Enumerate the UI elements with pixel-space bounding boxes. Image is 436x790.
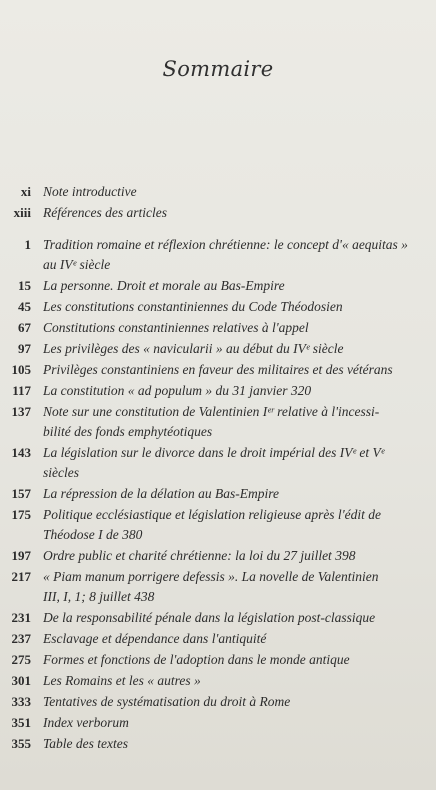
toc-title-line: Références des articles bbox=[43, 205, 167, 220]
toc-page-number: 275 bbox=[11, 652, 31, 667]
toc-title-line: Tradition romaine et réflexion chrétienne: le concept d'« aequitas » bbox=[43, 237, 408, 252]
toc-title-line: Les privilèges des « navicularii » au début du IVᵉ siècle bbox=[43, 341, 344, 356]
toc-page-number: 15 bbox=[18, 278, 31, 293]
toc-page-number: 137 bbox=[11, 404, 31, 419]
toc-title-line: Tentatives de systématisation du droit à Rome bbox=[43, 694, 291, 709]
toc-entry-title bbox=[43, 629, 429, 649]
toc-entry-title bbox=[43, 608, 429, 628]
toc-title-line: Table des textes bbox=[43, 736, 128, 751]
toc-title-line: Esclavage et dépendance dans l'antiquité bbox=[43, 631, 267, 646]
toc-title-line: La législation sur le divorce dans le droit impérial des IVᵉ et Vᵉ bbox=[43, 445, 385, 460]
toc-entry-title bbox=[43, 692, 429, 712]
toc-title-line: Formes et fonctions de l'adoption dans le monde antique bbox=[43, 652, 350, 667]
toc-entry bbox=[0, 484, 436, 505]
toc-page-number: 237 bbox=[11, 631, 31, 646]
toc-title-line: bilité des fonds emphytéotiques bbox=[43, 424, 213, 439]
toc-page-number: 45 bbox=[18, 299, 31, 314]
toc-entry-title bbox=[43, 235, 429, 275]
toc-title-line: La personne. Droit et morale au Bas-Empire bbox=[43, 278, 285, 293]
toc-entry bbox=[0, 443, 436, 484]
toc-entry-title bbox=[43, 297, 429, 317]
toc-title-line: Les Romains et les « autres » bbox=[43, 673, 201, 688]
toc-entry-title bbox=[43, 203, 429, 223]
toc-page-number: xi bbox=[20, 184, 31, 199]
toc-title-line: Constitutions constantiniennes relatives à l'appel bbox=[43, 320, 309, 335]
toc-title-line: Privilèges constantiniens en faveur des militaires et des vétérans bbox=[43, 362, 393, 377]
table-of-contents bbox=[0, 182, 436, 755]
toc-entry bbox=[0, 629, 436, 650]
toc-entry-title bbox=[43, 339, 429, 359]
toc-title-line: siècles bbox=[43, 465, 79, 480]
toc-title-line: La constitution « ad populum » du 31 janvier 320 bbox=[43, 383, 312, 398]
toc-entry bbox=[0, 182, 436, 203]
toc-page-number: 355 bbox=[11, 736, 31, 751]
toc-title-line: Politique ecclésiastique et législation religieuse après l'édit de bbox=[43, 507, 381, 522]
toc-entry-title bbox=[43, 381, 429, 401]
toc-entry-title bbox=[43, 713, 429, 733]
toc-entry-title bbox=[43, 567, 429, 607]
toc-entry-title bbox=[43, 650, 429, 670]
toc-page-number: 333 bbox=[11, 694, 31, 709]
toc-entry-title bbox=[43, 546, 429, 566]
toc-entry bbox=[0, 546, 436, 567]
front-matter-list bbox=[0, 182, 436, 224]
toc-entry-title bbox=[43, 182, 429, 202]
toc-entry bbox=[0, 692, 436, 713]
toc-entry bbox=[0, 297, 436, 318]
toc-entry bbox=[0, 505, 436, 546]
toc-title-line: au IVᵉ siècle bbox=[43, 257, 111, 272]
toc-entry-title bbox=[43, 318, 429, 338]
toc-page-number: 231 bbox=[11, 610, 31, 625]
toc-page-number: 105 bbox=[11, 362, 31, 377]
toc-title-line: Théodose I de 380 bbox=[43, 527, 143, 542]
toc-title-line: La répression de la délation au Bas-Empire bbox=[43, 486, 279, 501]
toc-entry bbox=[0, 608, 436, 629]
toc-title-line: « Piam manum porrigere defessis ». La novelle de Valentinien bbox=[43, 569, 379, 584]
toc-title-line: Ordre public et charité chrétienne: la loi du 27 juillet 398 bbox=[43, 548, 356, 563]
toc-page-number: 143 bbox=[11, 445, 31, 460]
chapter-list bbox=[0, 235, 436, 755]
toc-entry bbox=[0, 360, 436, 381]
toc-page-number: 197 bbox=[11, 548, 31, 563]
toc-entry bbox=[0, 339, 436, 360]
toc-title-line: Note introductive bbox=[43, 184, 137, 199]
toc-page-number: 97 bbox=[18, 341, 31, 356]
toc-title-line: III, I, 1; 8 juillet 438 bbox=[43, 589, 155, 604]
toc-entry bbox=[0, 318, 436, 339]
toc-entry-title bbox=[43, 443, 429, 483]
toc-title-line: Les constitutions constantiniennes du Code Théodosien bbox=[43, 299, 343, 314]
toc-entry-title bbox=[43, 505, 429, 545]
toc-entry-title bbox=[43, 360, 429, 380]
toc-entry-title bbox=[43, 734, 429, 754]
toc-title-line: Index verborum bbox=[43, 715, 129, 730]
toc-entry bbox=[0, 671, 436, 692]
toc-title-line: Note sur une constitution de Valentinien Iᵉʳ relative à l'incessi- bbox=[43, 404, 380, 419]
toc-entry bbox=[0, 567, 436, 608]
toc-entry bbox=[0, 650, 436, 671]
toc-title-line: De la responsabilité pénale dans la législation post-classique bbox=[43, 610, 376, 625]
toc-entry bbox=[0, 203, 436, 224]
section-gap bbox=[0, 224, 436, 235]
toc-entry bbox=[0, 713, 436, 734]
toc-page-number: 217 bbox=[11, 569, 31, 584]
toc-entry bbox=[0, 276, 436, 297]
toc-entry bbox=[0, 381, 436, 402]
toc-entry-title bbox=[43, 402, 429, 442]
toc-page-number: xiii bbox=[13, 205, 31, 220]
toc-page-number: 351 bbox=[11, 715, 31, 730]
toc-entry bbox=[0, 734, 436, 755]
toc-entry-title bbox=[43, 671, 429, 691]
toc-page-number: 301 bbox=[11, 673, 31, 688]
toc-entry-title bbox=[43, 276, 429, 296]
toc-page-number: 1 bbox=[24, 237, 31, 252]
toc-entry-title bbox=[43, 484, 429, 504]
page-title: Sommaire bbox=[162, 57, 274, 81]
toc-page-number: 117 bbox=[12, 383, 31, 398]
toc-page-number: 67 bbox=[18, 320, 31, 335]
toc-entry bbox=[0, 402, 436, 443]
toc-page-number: 157 bbox=[11, 486, 31, 501]
toc-page-number: 175 bbox=[11, 507, 31, 522]
toc-entry bbox=[0, 235, 436, 276]
